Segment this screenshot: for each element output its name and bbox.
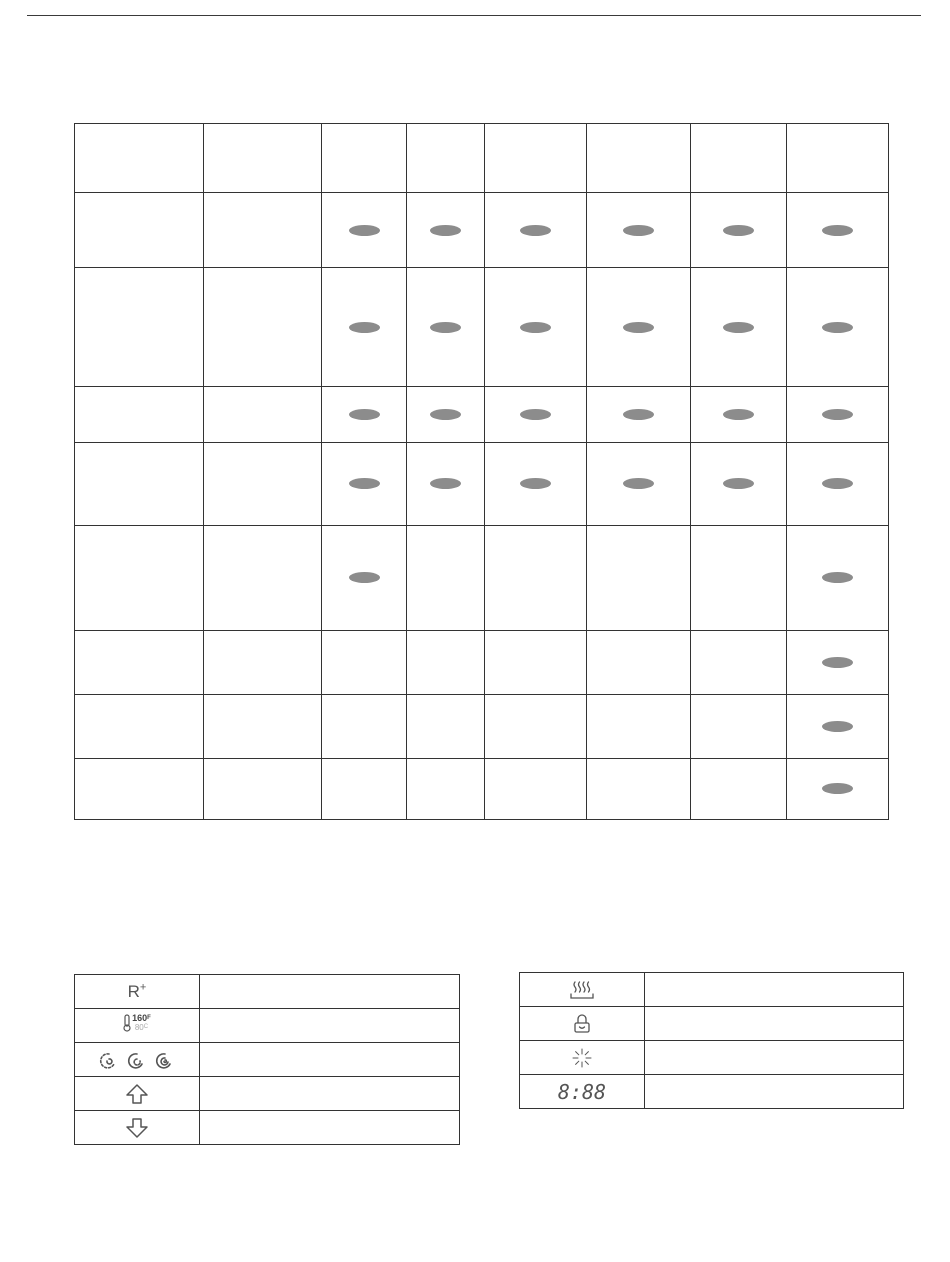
header-cell xyxy=(787,124,889,193)
up-arrow-icon xyxy=(125,1085,149,1102)
available-dot xyxy=(822,783,853,794)
table-row xyxy=(75,193,889,268)
option-cell xyxy=(691,193,787,268)
option-cell xyxy=(407,387,485,443)
legend-description xyxy=(645,1041,904,1075)
available-dot xyxy=(822,478,853,489)
option-cell xyxy=(322,758,407,819)
option-cell xyxy=(407,193,485,268)
legend-row xyxy=(520,1041,904,1075)
option-cell xyxy=(587,387,691,443)
program-info-cell xyxy=(204,268,322,387)
option-cell xyxy=(322,268,407,387)
program-cycle-table xyxy=(74,123,889,820)
option-cell xyxy=(485,268,587,387)
table-row xyxy=(75,758,889,819)
option-cell xyxy=(787,630,889,694)
program-name-cell xyxy=(75,758,204,819)
option-cell xyxy=(485,443,587,525)
available-dot xyxy=(349,409,380,420)
legend-table-left xyxy=(74,974,460,1145)
header-cell xyxy=(485,124,587,193)
option-cell xyxy=(322,443,407,525)
program-info-cell xyxy=(204,758,322,819)
available-dot xyxy=(723,478,754,489)
legend-row xyxy=(75,1077,460,1111)
available-dot xyxy=(349,572,380,583)
option-cell xyxy=(587,193,691,268)
wash-intensity-icon xyxy=(98,1051,176,1068)
program-info-cell xyxy=(204,525,322,630)
option-cell xyxy=(485,758,587,819)
option-cell xyxy=(485,387,587,443)
program-info-cell xyxy=(204,387,322,443)
option-cell xyxy=(787,387,889,443)
program-info-cell xyxy=(204,443,322,525)
legend-description xyxy=(200,1077,460,1111)
option-cell xyxy=(322,387,407,443)
option-cell xyxy=(407,758,485,819)
option-cell xyxy=(322,193,407,268)
option-cell xyxy=(691,630,787,694)
legend-description xyxy=(200,1111,460,1145)
program-name-cell xyxy=(75,630,204,694)
program-name-cell xyxy=(75,268,204,387)
option-cell xyxy=(691,694,787,758)
available-dot xyxy=(623,322,654,333)
rinse-aid-plus-icon: R+ xyxy=(127,981,147,1001)
legend-table-right xyxy=(519,972,904,1109)
option-cell xyxy=(691,758,787,819)
available-dot xyxy=(349,478,380,489)
child-lock-icon xyxy=(571,1015,593,1032)
available-dot xyxy=(723,322,754,333)
option-cell xyxy=(407,268,485,387)
option-cell xyxy=(485,193,587,268)
table-row xyxy=(75,387,889,443)
legend-row xyxy=(75,1111,460,1145)
legend-description xyxy=(200,975,460,1009)
option-cell xyxy=(587,694,691,758)
header-cell xyxy=(204,124,322,193)
header-cell xyxy=(587,124,691,193)
legend-description xyxy=(200,1043,460,1077)
legend-row xyxy=(75,1009,460,1043)
available-dot xyxy=(822,225,853,236)
header-cell xyxy=(75,124,204,193)
option-cell xyxy=(485,630,587,694)
option-cell xyxy=(691,525,787,630)
option-cell xyxy=(691,387,787,443)
available-dot xyxy=(822,721,853,732)
legend-description xyxy=(645,1075,904,1109)
option-cell xyxy=(691,443,787,525)
legend-description xyxy=(645,1007,904,1041)
available-dot xyxy=(723,409,754,420)
available-dot xyxy=(822,322,853,333)
program-name-cell xyxy=(75,525,204,630)
header-cell xyxy=(691,124,787,193)
available-dot xyxy=(520,322,551,333)
available-dot xyxy=(723,225,754,236)
sanitize-temperature-icon: $160^F$ $80^C$ xyxy=(123,1014,151,1032)
option-cell xyxy=(407,630,485,694)
option-cell xyxy=(691,268,787,387)
option-cell xyxy=(787,268,889,387)
option-cell xyxy=(322,694,407,758)
available-dot xyxy=(430,322,461,333)
option-cell xyxy=(587,630,691,694)
available-dot xyxy=(623,409,654,420)
option-cell xyxy=(407,443,485,525)
available-dot xyxy=(822,409,853,420)
available-dot xyxy=(520,478,551,489)
option-cell xyxy=(407,525,485,630)
legend-row xyxy=(520,1007,904,1041)
table-row xyxy=(75,268,889,387)
option-cell xyxy=(787,443,889,525)
available-dot xyxy=(430,478,461,489)
option-cell xyxy=(485,694,587,758)
header-cell xyxy=(322,124,407,193)
table-row xyxy=(75,525,889,630)
header-cell xyxy=(407,124,485,193)
available-dot xyxy=(822,572,853,583)
legend-row xyxy=(75,975,460,1009)
option-cell xyxy=(787,758,889,819)
legend-row xyxy=(75,1043,460,1077)
digital-display-icon: 8:88 xyxy=(557,1079,607,1104)
program-info-cell xyxy=(204,193,322,268)
available-dot xyxy=(623,478,654,489)
option-cell xyxy=(587,758,691,819)
legend-description xyxy=(200,1009,460,1043)
table-row xyxy=(75,443,889,525)
available-dot xyxy=(349,322,380,333)
option-cell xyxy=(322,630,407,694)
option-cell xyxy=(485,525,587,630)
option-cell xyxy=(587,443,691,525)
sparkle-icon xyxy=(571,1049,593,1066)
legend-description xyxy=(645,973,904,1007)
option-cell xyxy=(787,694,889,758)
program-name-cell xyxy=(75,387,204,443)
option-cell xyxy=(587,268,691,387)
program-info-cell xyxy=(204,630,322,694)
available-dot xyxy=(349,225,380,236)
top-rule xyxy=(27,15,921,16)
legend-row xyxy=(520,973,904,1007)
table-row xyxy=(75,630,889,694)
option-cell xyxy=(787,525,889,630)
option-cell xyxy=(587,525,691,630)
available-dot xyxy=(430,225,461,236)
table-header-row xyxy=(75,124,889,193)
available-dot xyxy=(623,225,654,236)
heated-dry-icon xyxy=(569,981,595,998)
program-name-cell xyxy=(75,694,204,758)
available-dot xyxy=(430,409,461,420)
option-cell xyxy=(787,193,889,268)
option-cell xyxy=(322,525,407,630)
down-arrow-icon xyxy=(125,1119,149,1136)
available-dot xyxy=(520,225,551,236)
available-dot xyxy=(822,657,853,668)
program-name-cell xyxy=(75,443,204,525)
legend-row xyxy=(520,1075,904,1109)
program-info-cell xyxy=(204,694,322,758)
program-name-cell xyxy=(75,193,204,268)
available-dot xyxy=(520,409,551,420)
table-row xyxy=(75,694,889,758)
option-cell xyxy=(407,694,485,758)
